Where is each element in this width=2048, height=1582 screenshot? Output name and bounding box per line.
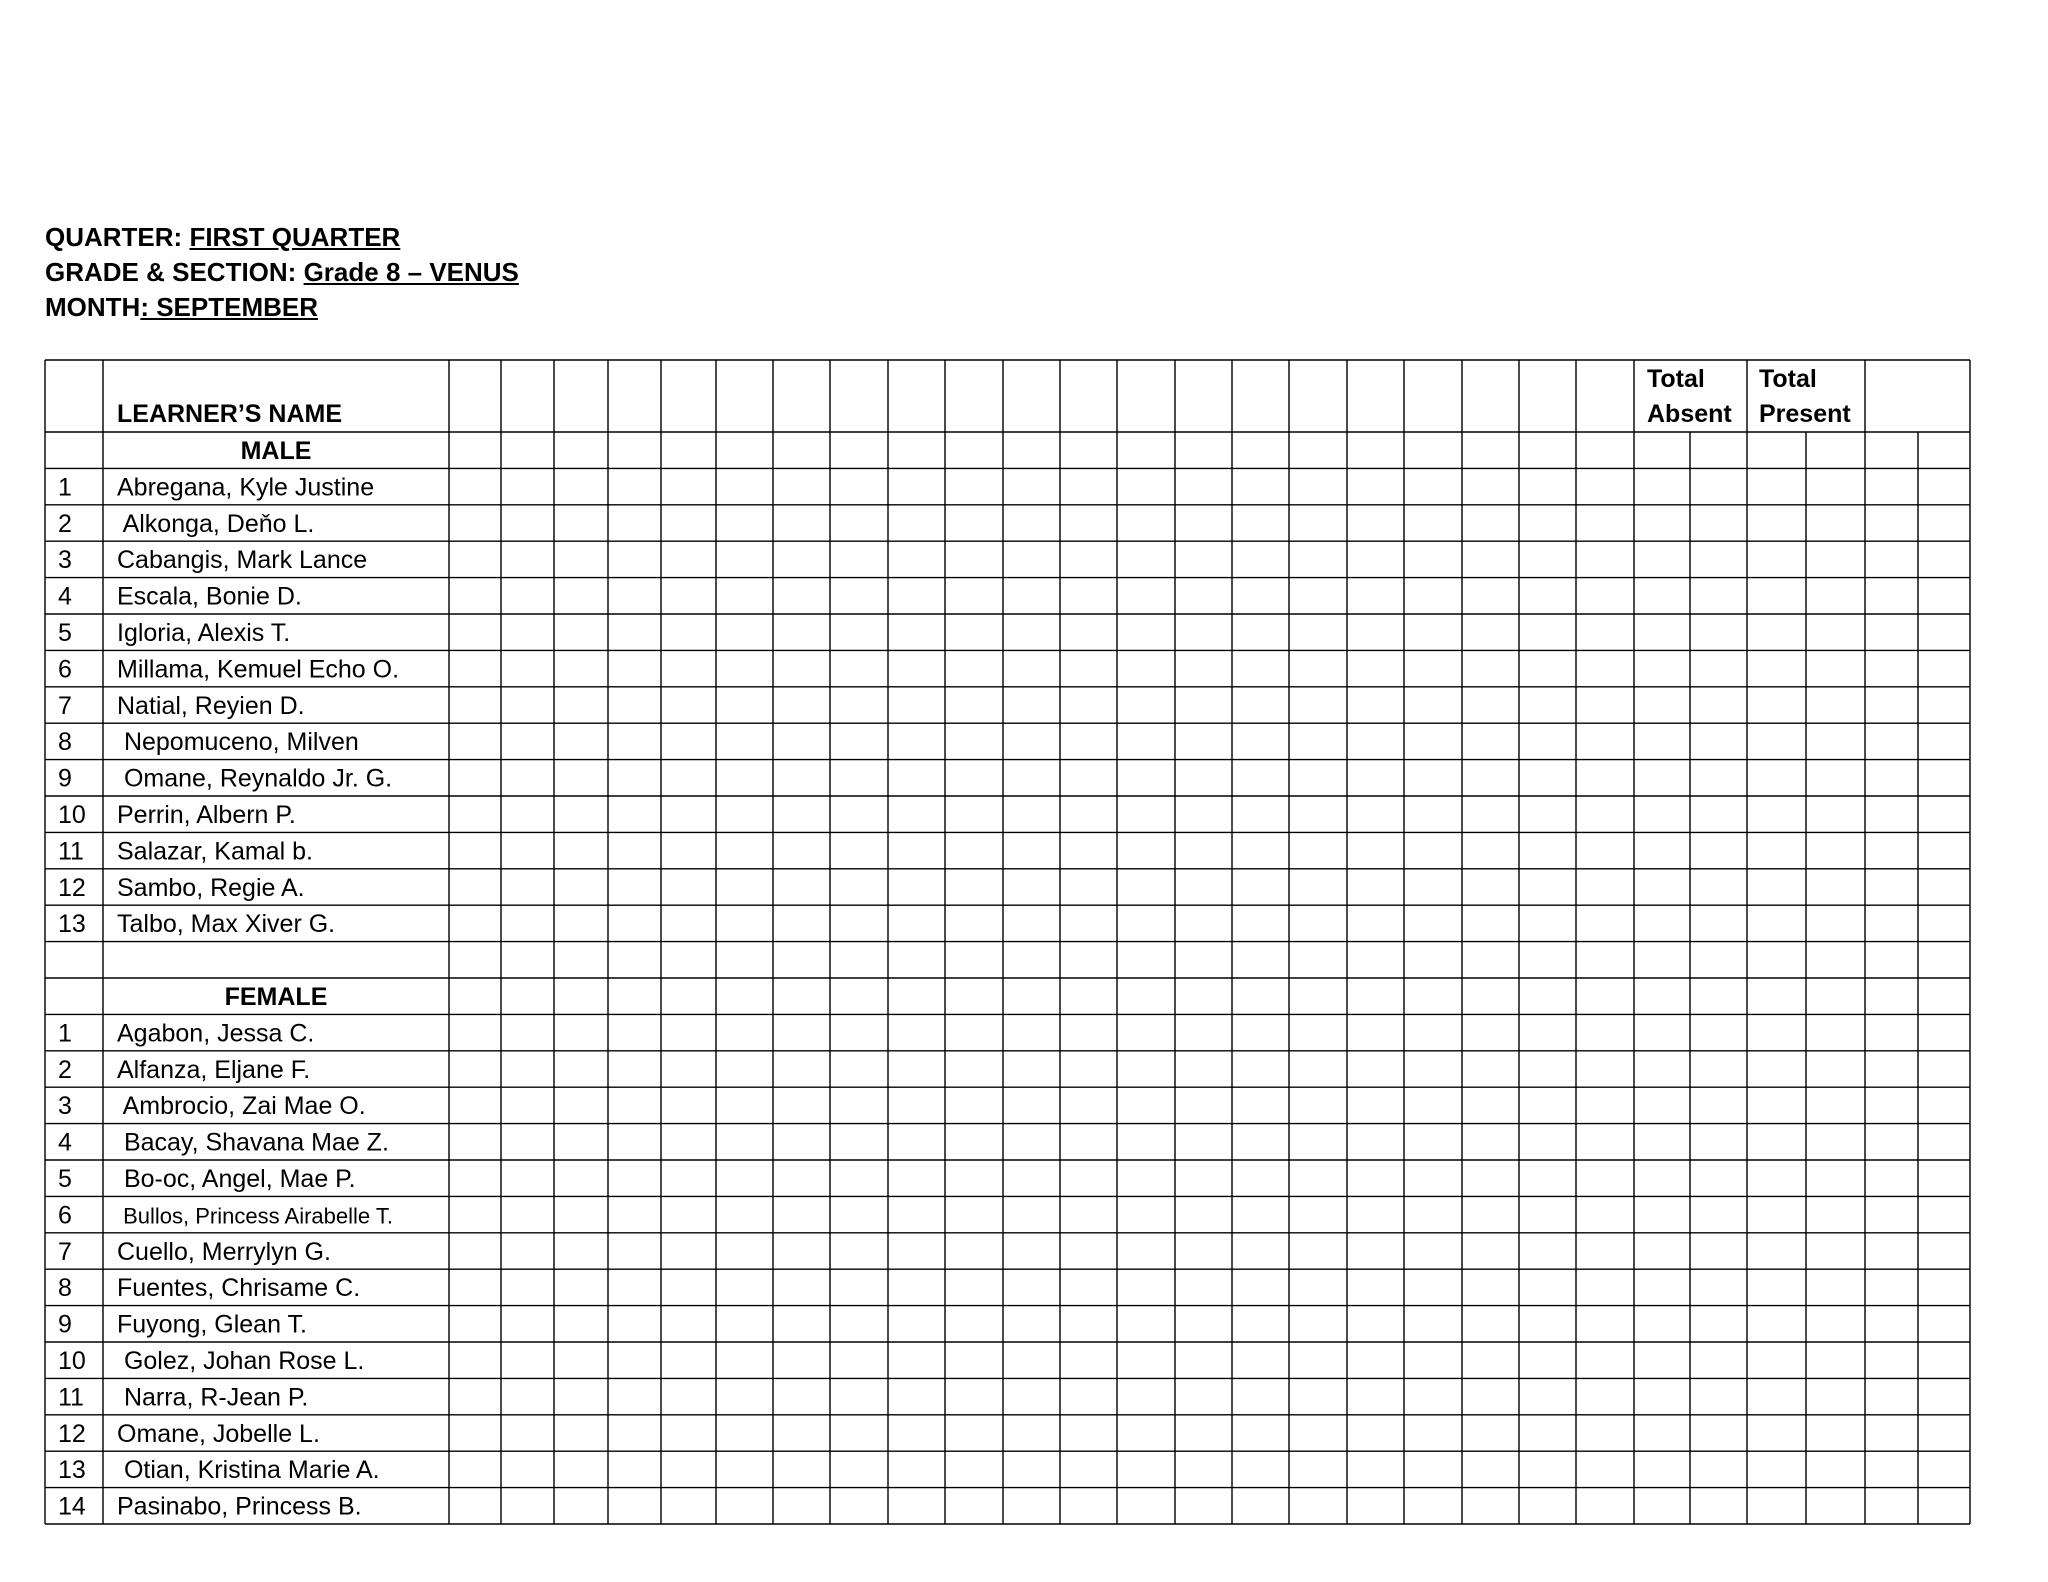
male-section-label: MALE — [240, 437, 312, 465]
female-row-number: 13 — [58, 1456, 86, 1485]
quarter-value: FIRST QUARTER — [189, 222, 401, 252]
female-row-number: 3 — [58, 1092, 72, 1121]
female-learner-name: Omane, Jobelle L. — [117, 1419, 320, 1448]
male-row-number: 12 — [58, 873, 86, 902]
female-row-number: 12 — [58, 1419, 86, 1448]
male-row-number: 11 — [58, 837, 84, 866]
female-learner-name: Ambrocio, Zai Mae O. — [117, 1092, 366, 1121]
female-section-label: FEMALE — [224, 983, 328, 1011]
female-learner-name: Golez, Johan Rose L. — [117, 1347, 365, 1375]
total-present-header-line1: Total — [1759, 365, 1817, 393]
male-learner-name: Omane, Reynaldo Jr. G. — [117, 764, 393, 793]
female-learner-name: Fuentes, Chrisame C. — [117, 1274, 361, 1303]
female-row-number: 4 — [58, 1128, 72, 1157]
male-row-number: 5 — [58, 619, 72, 647]
female-learner-name: Fuyong, Glean T. — [117, 1310, 307, 1339]
male-row-number: 9 — [58, 764, 72, 793]
female-row-number: 8 — [58, 1274, 72, 1303]
total-absent-header-line2: Absent — [1647, 400, 1732, 428]
female-row-number: 7 — [58, 1237, 72, 1266]
total-present-header-line2: Present — [1759, 400, 1851, 428]
male-row-number: 7 — [58, 691, 72, 720]
female-learner-name: Narra, R-Jean P. — [117, 1383, 309, 1412]
female-row-number: 9 — [58, 1310, 72, 1339]
male-learner-name: Alkonga, Deňo L. — [117, 509, 315, 538]
learners-name-header: LEARNER’S NAME — [117, 400, 343, 428]
male-row-number: 6 — [58, 655, 72, 684]
male-row-number: 10 — [58, 801, 86, 829]
female-row-number: 2 — [58, 1055, 72, 1084]
male-learner-name: Abregana, Kyle Justine — [117, 473, 375, 502]
month-value: : SEPTEMBER — [140, 292, 319, 322]
female-learner-name: Bullos, Princess Airabelle T. — [117, 1203, 393, 1229]
male-row-number: 13 — [58, 910, 86, 939]
female-row-number: 14 — [58, 1492, 86, 1521]
male-row-number: 2 — [58, 509, 72, 538]
male-learner-name: Natial, Reyien D. — [117, 691, 305, 720]
male-learner-name: Nepomuceno, Milven — [117, 728, 359, 757]
male-learner-name: Talbo, Max Xiver G. — [117, 910, 336, 939]
male-learner-name: Sambo, Regie A. — [117, 873, 305, 902]
male-row-number: 3 — [58, 546, 72, 575]
male-learner-name: Millama, Kemuel Echo O. — [117, 655, 400, 684]
male-row-number: 4 — [58, 582, 72, 611]
male-learner-name: Igloria, Alexis T. — [117, 619, 291, 647]
male-row-number: 8 — [58, 728, 72, 757]
female-row-number: 6 — [58, 1201, 72, 1230]
grade-section-value: Grade 8 – VENUS — [303, 257, 519, 287]
female-learner-name: Otian, Kristina Marie A. — [117, 1456, 380, 1485]
female-learner-name: Agabon, Jessa C. — [117, 1019, 315, 1048]
female-row-number: 1 — [58, 1019, 72, 1048]
female-row-number: 10 — [58, 1347, 86, 1375]
grade-section-label: GRADE & SECTION: — [45, 257, 304, 287]
male-row-number: 1 — [58, 473, 72, 502]
male-learner-name: Escala, Bonie D. — [117, 582, 302, 611]
female-learner-name: Cuello, Merrylyn G. — [117, 1237, 331, 1266]
female-row-number: 11 — [58, 1383, 84, 1412]
female-learner-name: Pasinabo, Princess B. — [117, 1492, 362, 1521]
month-label: MONTH — [45, 292, 141, 322]
female-learner-name: Bo-oc, Angel, Mae P. — [117, 1165, 356, 1193]
female-learner-name: Bacay, Shavana Mae Z. — [117, 1128, 389, 1157]
male-learner-name: Perrin, Albern P. — [117, 801, 296, 829]
male-learner-name: Salazar, Kamal b. — [117, 837, 313, 866]
female-row-number: 5 — [58, 1165, 72, 1193]
male-learner-name: Cabangis, Mark Lance — [117, 546, 368, 575]
female-learner-name: Alfanza, Eljane F. — [117, 1055, 311, 1084]
total-absent-header-line1: Total — [1647, 365, 1705, 393]
quarter-label: QUARTER: — [45, 222, 190, 252]
